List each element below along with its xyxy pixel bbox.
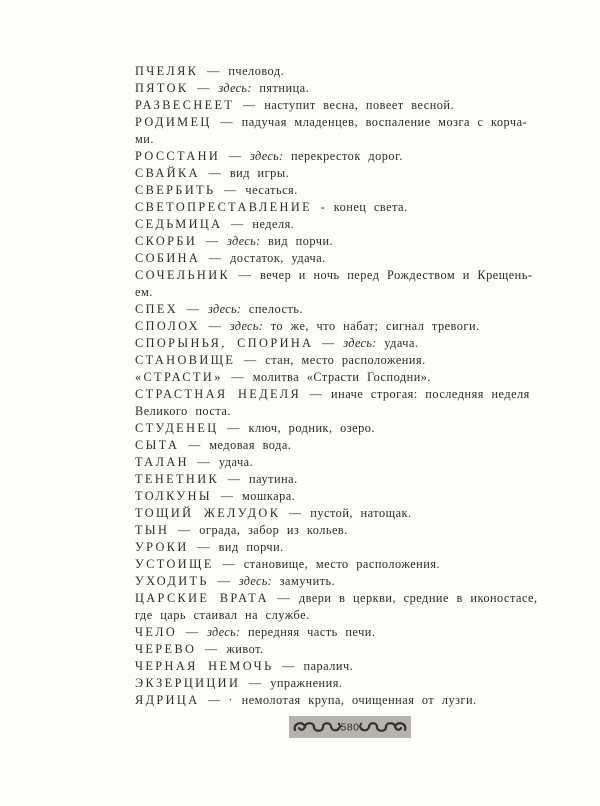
entry-dash: — (221, 149, 250, 163)
glossary-entry (135, 216, 565, 233)
entry-term: ЭКЗЕРЦИЦИИ (135, 676, 241, 690)
entry-dash: — (236, 353, 265, 367)
entry-dash: — (197, 642, 226, 656)
glossary-entry (135, 454, 565, 471)
glossary-entry (135, 590, 565, 624)
entry-definition: медовая вода. (209, 438, 292, 452)
glossary-entry (135, 199, 565, 216)
page-number-ornament (289, 713, 411, 741)
entry-term: СЫТА (135, 438, 180, 452)
entry-term: СТРАСТНАЯ НЕДЕЛЯ (135, 387, 302, 401)
entry-term: РОССТАНИ (135, 149, 221, 163)
entry-dash: — (223, 370, 252, 384)
glossary-entry (135, 437, 565, 454)
entry-term: ЧЕРНАЯ НЕМОЧЬ (135, 659, 274, 673)
glossary-entry (135, 556, 565, 573)
entry-term: ЦАРСКИЕ ВРАТА (135, 591, 269, 605)
glossary-entry (135, 182, 565, 199)
glossary-entry (135, 352, 565, 369)
entry-definition: достаток, удача. (230, 251, 326, 265)
entry-term: СПОРЫНЬЯ, СПОРИНА (135, 336, 314, 350)
glossary-entries (135, 63, 565, 709)
entry-definition: упражнения. (270, 676, 343, 690)
entry-definition: иначе строгая: последняя неделя Великого поста. (135, 387, 530, 418)
entry-term: СОБИНА (135, 251, 201, 265)
glossary-entry (135, 233, 565, 250)
glossary-entry (135, 624, 565, 641)
entry-dash: — (269, 591, 298, 605)
entry-dash: — (189, 81, 218, 95)
entry-definition: чесаться. (245, 183, 298, 197)
entry-dash: — (216, 183, 245, 197)
entry-definition: неделя. (252, 217, 295, 231)
entry-term: СВЕТОПРЕСТАВЛЕНИЕ (135, 200, 313, 214)
entry-dash: — (179, 302, 208, 316)
entry-term: УХОДИТЬ (135, 574, 209, 588)
entry-dash: — (189, 540, 218, 554)
entry-definition: ключ, родник, озеро. (248, 421, 375, 435)
glossary-entry (135, 692, 565, 709)
entry-definition: вечер и ночь перед Рождеством и Крещень- ем. (135, 268, 533, 299)
entry-term: СКОРБИ (135, 234, 198, 248)
glossary-entry (135, 63, 565, 80)
glossary-entry (135, 488, 565, 505)
glossary-entry (135, 675, 565, 692)
glossary-entry (135, 318, 565, 335)
entry-definition: то же, что набат; сигнал тревоги. (270, 319, 480, 333)
glossary-entry (135, 420, 565, 437)
page-number: 580 (340, 721, 360, 734)
entry-definition: наступит весна, повеет весной. (264, 98, 455, 112)
entry-dash: — (178, 625, 207, 639)
entry-definition: немолотая крупа, очищенная от лузги. (241, 693, 477, 707)
entry-term: РОДИМЕЦ (135, 115, 212, 129)
entry-term: ТАЛАН (135, 455, 189, 469)
glossary-entry (135, 471, 565, 488)
entry-definition: удача. (384, 336, 419, 350)
entry-term: ТЫН (135, 523, 170, 537)
entry-term: УСТОИЩЕ (135, 557, 214, 571)
glossary-entry (135, 335, 565, 352)
entry-here-label: здесь: (250, 149, 284, 163)
entry-term: ЧЕЛО (135, 625, 178, 639)
entry-term: СВАЙКА (135, 166, 200, 180)
footer-ornament (135, 713, 565, 741)
entry-definition: ограда, забор из кольев. (199, 523, 348, 537)
entry-dash: — (235, 98, 264, 112)
glossary-entry (135, 301, 565, 318)
entry-dash: — (281, 506, 310, 520)
glossary-entry (135, 148, 565, 165)
entry-here-label: здесь: (343, 336, 377, 350)
entry-definition: замучить. (279, 574, 336, 588)
entry-term: СТУДЕНЕЦ (135, 421, 219, 435)
entry-definition: паралич. (303, 659, 354, 673)
glossary-entry (135, 505, 565, 522)
entry-definition: удача. (218, 455, 254, 469)
entry-dash: — (198, 234, 227, 248)
entry-dash: — (209, 574, 238, 588)
entry-dash: — (201, 251, 230, 265)
entry-definition: передняя часть печи. (247, 625, 376, 639)
entry-definition: пчеловод. (228, 64, 285, 78)
entry-here-label: здесь: (238, 574, 273, 588)
entry-definition: вид порчи. (218, 540, 284, 554)
entry-definition: мошкара. (241, 489, 296, 503)
entry-dash: — (200, 166, 229, 180)
glossary-entry (135, 522, 565, 539)
entry-definition: спелость. (248, 302, 303, 316)
entry-dash: — (200, 319, 229, 333)
entry-dash: — · (200, 693, 241, 707)
glossary-entry (135, 539, 565, 556)
entry-dash: — (214, 557, 243, 571)
entry-term: СВЕРБИТЬ (135, 183, 216, 197)
entry-dash: — (213, 489, 241, 503)
entry-term: СОЧЕЛЬНИК (135, 268, 231, 282)
entry-term: ПЯТОК (135, 81, 189, 95)
entry-dash: — (302, 387, 331, 401)
entry-here-label: здесь: (229, 319, 264, 333)
entry-term: ТОЛКУНЫ (135, 489, 213, 503)
glossary-entry (135, 97, 565, 114)
entry-definition: пустой, натощак. (310, 506, 412, 520)
entry-here-label: здесь: (207, 625, 241, 639)
entry-term: ТОЩИЙ ЖЕЛУДОК (135, 506, 281, 520)
entry-term: ЧЕРЕВО (135, 642, 197, 656)
entry-definition: конец света. (333, 200, 408, 214)
entry-definition: живот. (226, 642, 264, 656)
glossary-entry (135, 80, 565, 97)
entry-dash: — (212, 115, 241, 129)
entry-dash: - (313, 200, 333, 214)
entry-definition: пятница. (259, 81, 310, 95)
entry-here-label: здесь: (218, 81, 252, 95)
entry-definition: стан, место расположения. (265, 353, 426, 367)
entry-dash: — (223, 217, 252, 231)
entry-term: СПЕХ (135, 302, 179, 316)
glossary-entry (135, 267, 565, 301)
entry-term: УРОКИ (135, 540, 189, 554)
entry-definition: падучая младенцев, воспаление мозга с корча- ми. (135, 115, 528, 146)
entry-dash: — (314, 336, 343, 350)
entry-term: СТАНОВИЩЕ (135, 353, 236, 367)
entry-term: СЕДЬМИЦА (135, 217, 223, 231)
entry-definition: вид порчи. (267, 234, 334, 248)
entry-dash: — (274, 659, 303, 673)
glossary-entry (135, 250, 565, 267)
glossary-entry (135, 573, 565, 590)
entry-dash: — (189, 455, 218, 469)
entry-definition: молитва «Страсти Господни». (252, 370, 431, 384)
entry-dash: — (231, 268, 260, 282)
entry-definition: вид игры. (229, 166, 290, 180)
entry-dash: — (241, 676, 270, 690)
entry-term: ЯДРИЦА (135, 693, 200, 707)
entry-definition: двери в церкви, средние в иконостасе, где царь стаивал на службе. (135, 591, 538, 622)
entry-term: «СТРАСТИ» (135, 370, 223, 384)
entry-definition: паутина. (249, 472, 298, 486)
glossary-entry (135, 386, 565, 420)
entry-here-label: здесь: (227, 234, 261, 248)
entry-dash: — (180, 438, 209, 452)
entry-dash: — (220, 472, 249, 486)
entry-dash: — (199, 64, 228, 78)
entry-here-label: здесь: (208, 302, 242, 316)
glossary-entry (135, 114, 565, 148)
entry-term: ТЕНЕТНИК (135, 472, 220, 486)
glossary-entry (135, 369, 565, 386)
entry-term: ПЧЕЛЯК (135, 64, 199, 78)
entry-dash: — (170, 523, 199, 537)
entry-definition: перекресток дорог. (290, 149, 403, 163)
entry-dash: — (219, 421, 248, 435)
entry-definition: становище, место расположения. (243, 557, 441, 571)
entry-term: СПОЛОХ (135, 319, 200, 333)
entry-term: РАЗВЕСНЕЕТ (135, 98, 235, 112)
glossary-entry (135, 165, 565, 182)
glossary-entry (135, 658, 565, 675)
glossary-entry (135, 641, 565, 658)
